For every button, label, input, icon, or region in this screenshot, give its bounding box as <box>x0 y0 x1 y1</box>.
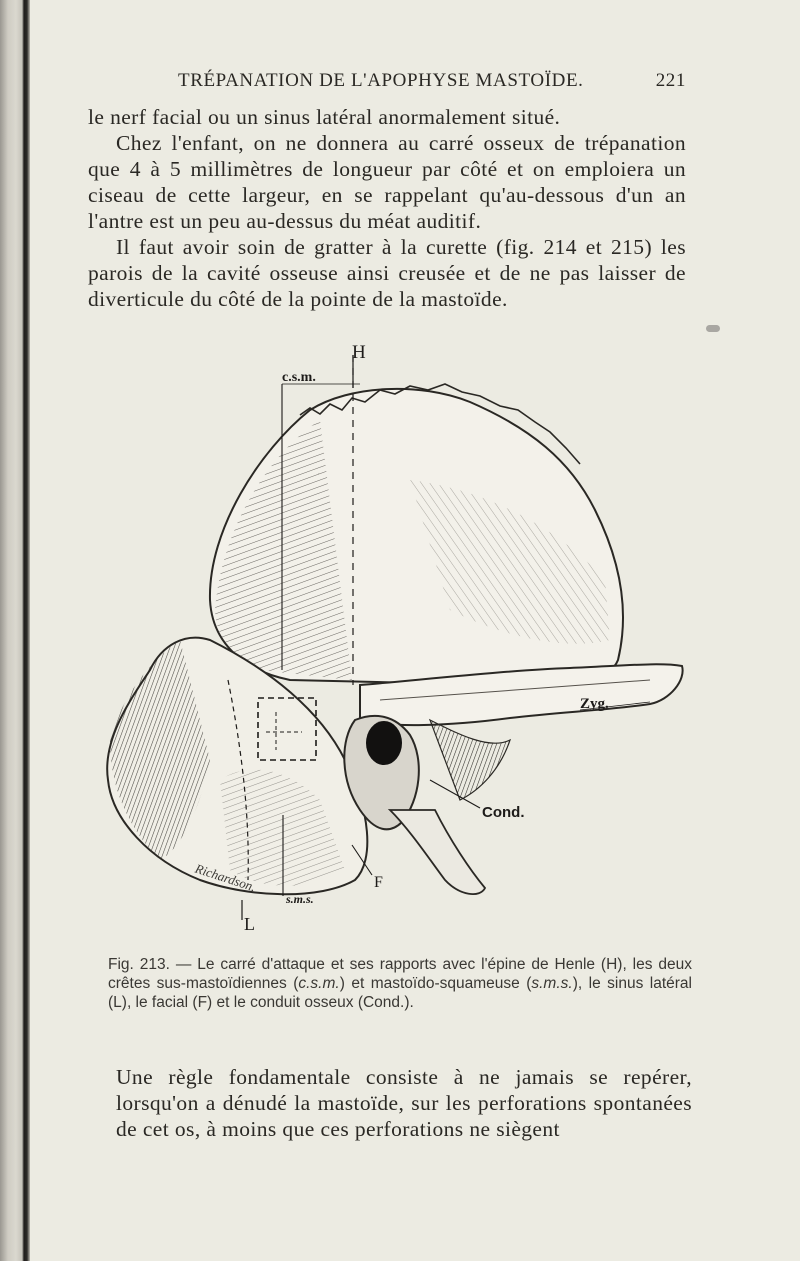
caption-lead: Fig. 213. — Le carré d'attaque et ses rapports avec l'épine de Henle (H), les deux crêtes sus-mastoïdiennes ( <box>108 956 692 992</box>
caption-italic-csm: c.s.m. <box>298 975 340 992</box>
caption-tail: ), le sinus latéral (L), le facial (F) et le conduit osseux (Cond.). <box>108 975 692 1011</box>
label-zyg: Zyg. <box>580 696 609 712</box>
bone-illustration <box>90 340 690 940</box>
page-number: 221 <box>655 70 686 91</box>
label-sms: s.m.s. <box>286 892 314 906</box>
paragraph: Une règle fondamentale consiste à ne jamais se repérer, lorsqu'on a dénudé la mastoïde, sur les perforations spontanées de cet os, à moins que ces perforations ne siègent <box>116 1065 692 1141</box>
label-cond: Cond. <box>482 804 525 821</box>
running-title: TRÉPANATION DE L'APOPHYSE MASTOÏDE. <box>178 70 584 91</box>
label-H: H <box>352 342 366 363</box>
caption-italic-sms: s.m.s. <box>531 975 573 992</box>
figure-213-temporal-bone-engraving <box>90 340 690 940</box>
label-L: L <box>244 914 255 934</box>
external-auditory-meatus <box>366 721 402 765</box>
figure-caption <box>108 955 692 1012</box>
body-text-top <box>88 104 686 312</box>
paper-speck <box>706 325 720 332</box>
label-F: F <box>374 874 383 891</box>
paragraph: Il faut avoir soin de gratter à la curette (fig. 214 et 215) les parois de la cavité osseuse ainsi creusée et de ne pas laisser de diverticule du côté de la pointe de la mastoïde. <box>88 235 686 311</box>
styloid-process <box>390 810 485 894</box>
glenoid-fossa <box>430 720 510 800</box>
paragraph: le nerf facial ou un sinus latéral anormalement situé. <box>88 105 561 129</box>
caption-mid: ) et mastoïdo-squameuse ( <box>339 975 532 992</box>
label-csm: c.s.m. <box>282 370 316 385</box>
engraver-signature: Richardson. <box>193 860 258 895</box>
paragraph: Chez l'enfant, on ne donnera au carré osseux de trépanation que 4 à 5 millimètres de longueur par côté et on emploiera un ciseau de cette largeur, en se rappelant qu'au-dessous d'un an l'antre est un peu au-dessus du méat auditif. <box>88 131 686 233</box>
body-text-bottom <box>116 1064 692 1142</box>
